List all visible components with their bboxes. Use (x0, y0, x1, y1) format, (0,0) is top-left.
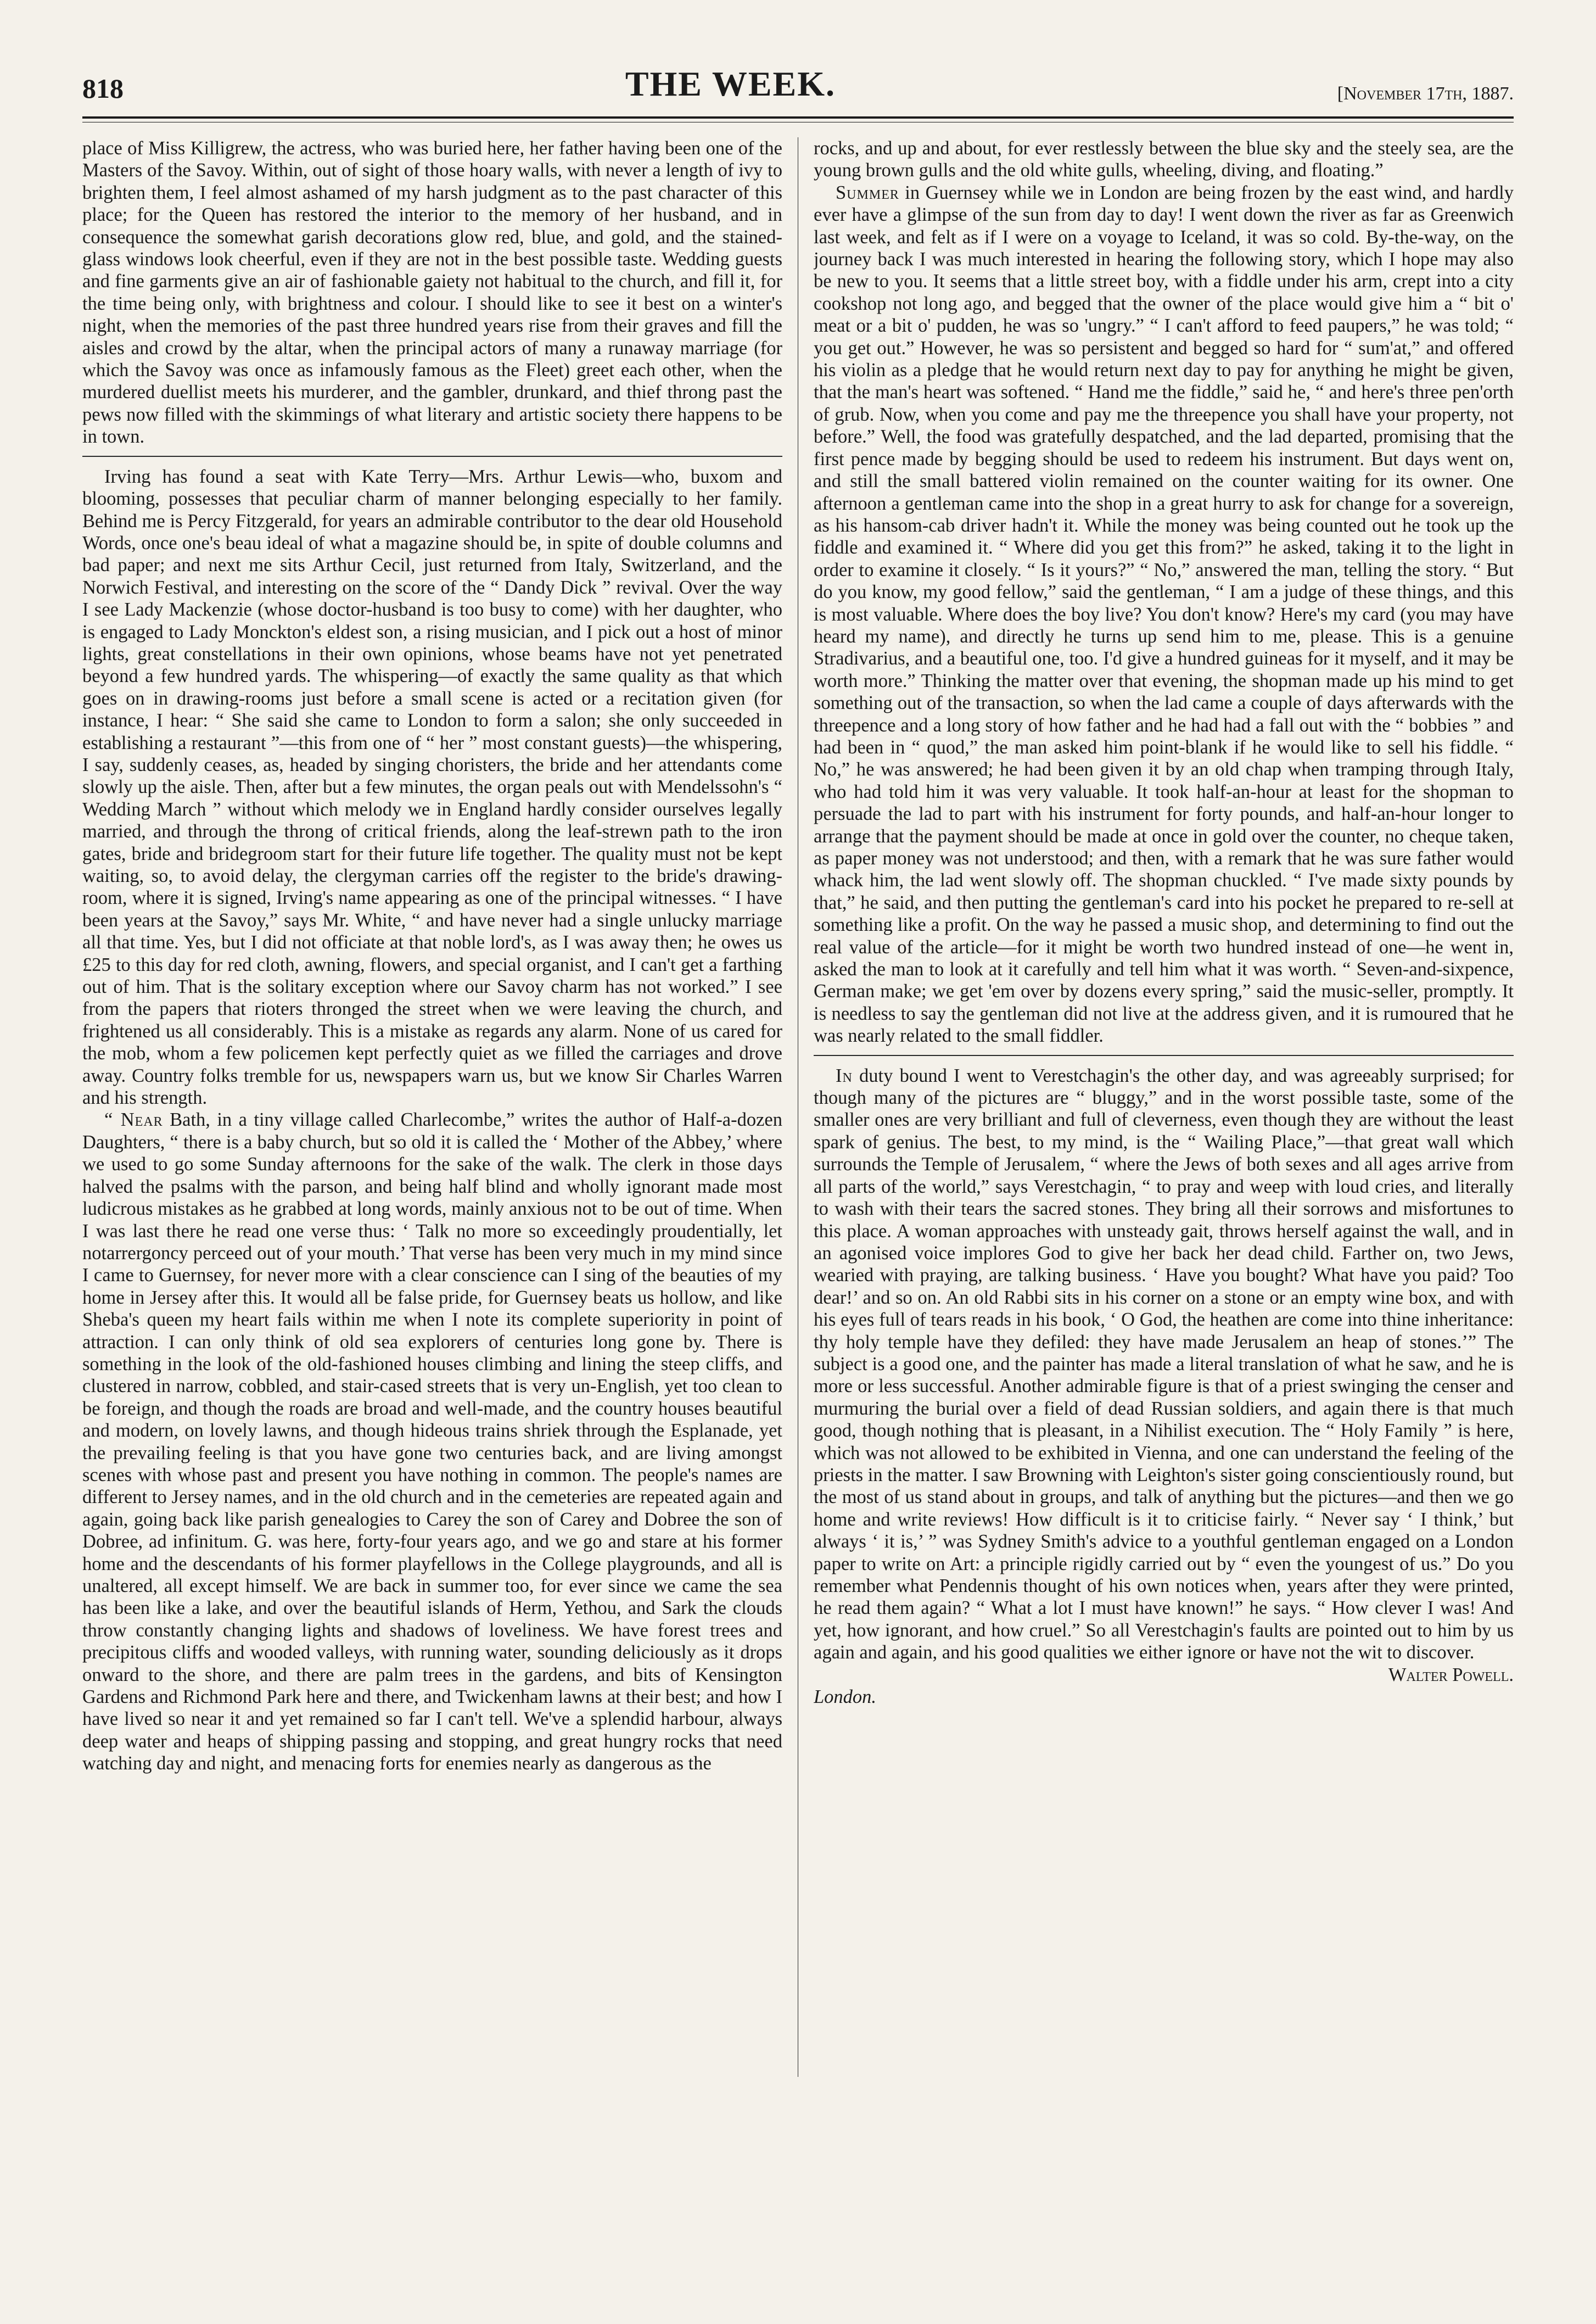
author-signature: Walter Powell. (1388, 1664, 1514, 1685)
article-paragraph: rocks, and up and about, for ever restlessly between the blue sky and the steely sea, are the young brown gulls and the old white gulls, wheeling, diving, and floating.” (814, 138, 1514, 181)
section-separator (82, 456, 782, 457)
left-column (82, 137, 782, 2214)
article-paragraph (814, 182, 1514, 1047)
paragraph-text: in Guernsey while we in London are being frozen by the east wind, and hardly ever have a glimpse of the sun from day to day! I went down the river as far as Greenwich last week, and felt as if I were on a voyage to Iceland, it was so cold. By-the-way, on the journey back I was much interested in hearing the following story, which I hope may also be new to you. It seems that a little street boy, with a fiddle under his arm, crept into a city cookshop not long ago, and begged that the owner of the place would give him a “ bit o' meat or a bit o' pudden, he was so 'ungry.” “ I can't afford to feed paupers,” he was told; “ you get out.” However, he was so persistent and begged so hard for “ sum'at,” and offered his violin as a pledge that he would return next day to pay for anything he might be given, that the man's heart was softened. “ Hand me the fiddle,” said he, “ and here's three pen'orth of grub. Now, when you come and pay me the threepence you shall have your property, not before.” Well, the food was gratefully despatched, and the lad departed, promising that the first pence made by begging should be used to redeem his instrument. But days went on, and still the small battered violin remained on the counter waiting for its owner. One afternoon a gentleman came into the shop in a great hurry to ask for change for a sovereign, as his hansom-cab driver hadn't it. While the money was being counted out he took up the fiddle and examined it. “ Where did you get this from?” he asked, taking it to the light in order to examine it closely. “ Is it yours?” “ No,” answered the man, telling the story. “ But do you know, my good fellow,” said the gentleman, “ I am a judge of these things, and this is most valuable. Where does the boy live? You don't know? Here's my card (you may have heard my name), and directly he turns up send him to me, please. This is a genuine Stradivarius, and a beautiful one, too. I'd give a hundred guineas for it myself, and it may be worth more.” Thinking the matter over that evening, the shopman made up his mind to get something out of the transaction, so when the lad came a couple of days afterwards with the threepence and a long story of how father and he had had a fall out with the “ bobbies ” and had been in “ quod,” the man asked him point-blank if he would like to sell his fiddle. “ No,” he was answered; he had been given it by an old chap when tramping through Italy, who had told him it was very valuable. It took half-an-hour at least for the shopman to persuade the lad to part with his instrument for forty pounds, and half-an-hour longer to arrange that the payment should be made at once in gold over the counter, no cheque taken, as paper money was not understood; and then, with a remark that he was sure father would whack him, the lad went slowly off. The shopman chuckled. “ I've made sixty pounds by that,” he said, and then putting the gentleman's card into his pocket he prepared to re-sell at something like a profit. On the way he passed a music shop, and determining to find out the real value of the article—for it might be worth two hundred instead of one—he went in, asked the man to look at it carefully and tell him what it was worth. “ Seven-and-sixpence, German make; we get 'em over by dozens every spring,” said the music-seller, promptly. It is needless to say the gentleman did not live at the address given, and it is rumoured that he was nearly related to the small fiddler. (814, 182, 1514, 1047)
paragraph-lead-word: In (836, 1065, 853, 1086)
paragraph-text: duty bound I went to Verestchagin's the other day, and was agreeably surprised; for though many of the pictures are “ bluggy,” and in the worst possible taste, some of the smaller ones are very brilliant and full of cleverness, even though they are without the least spark of genius. The best, to my mind, is the “ Wailing Place,”—that great wall which surrounds the Temple of Jerusalem, “ where the Jews of both sexes and all ages arrive from all parts of the world,” says Verestchagin, “ to pray and weep with loud cries, and literally to wash with their tears the sacred stones. They bring all their sorrows and misfortunes to this place. A woman approaches with unsteady gait, throws herself against the wall, and in an agonised voice implores God to give her back her dead child. Farther on, two Jews, wearied with praying, are talking business. ‘ Have you bought? What have you paid? Too dear!’ and so on. An old Rabbi sits in his corner on a stone or an empty wine box, and with his eyes full of tears reads in his book, ‘ O God, the heathen are come into thine inheritance: thy holy temple have they defiled: they have made Jerusalem an heap of stones.’” The subject is a good one, and the painter has made a literal translation of what he saw, and he is more or less successful. Another admirable figure is that of a priest swinging the censer and murmuring the burial over a field of dead Russian soldiers, and again there is that much good, though nothing that is pleasant, in a Nihilist execution. The “ Holy Family ” is here, which was not allowed to be exhibited in Vienna, and one can understand the feeling of the priests in the matter. I saw Browning with Leighton's sister going conscientiously round, but the most of us stand about in groups, and talk of anything but the pictures—and then we go home and write reviews! How difficult is it to criticise fairly. “ Never say ‘ I think,’ but always ‘ it is,’ ” was Sydney Smith's advice to a youthful gentleman engaged on a London paper to write on Art: a principle rigidly carried out by “ even the youngest of us.” Do you remember what Pendennis thought of his own notices when, years after they were printed, he read them again? “ What a lot I must have known!” he says. “ How clever I was! And yet, how ignorant, and how cruel.” So all Verestchagin's faults are pointed out to him by us again and again, and his good qualities we either ignore or have not the wit to discover. (814, 1065, 1514, 1663)
section-separator (814, 1055, 1514, 1056)
article-paragraph: place of Miss Killigrew, the actress, who was buried here, her father having been one of the Masters of the Savoy. Within, out of sight of those hoary walls, with never a length of ivy to brighten them, I feel almost ashamed of my harsh judgment as to the past character of this place; for the Queen has restored the interior to the memory of her husband, and in consequence the somewhat garish decorations glow red, blue, and gold, and the stained-glass windows look cheerful, even if they are not in the best possible taste. Wedding guests and fine garments give an air of fashionable gaiety not habitual to the church, and fill it, for the time being only, with brightness and colour. I should like to see it best on a winter's night, when the memories of the past three hundred years rise from their graves and fill the aisles and crowd by the altar, when the principal actors of many a runaway marriage (for which the Savoy was once as infamously famous as the Fleet) greet each other, when the murdered duellist meets his murderer, and the gambler, drunkard, and thief throng past the pews now filled with the skimmings of what literary and artistic society there happens to be in town. (82, 138, 782, 448)
paragraph-lead-word: “ Near (104, 1109, 163, 1131)
article-paragraph (82, 1109, 782, 1774)
header-rule-thick (82, 116, 1514, 119)
right-column (814, 137, 1514, 2214)
masthead-title: THE WEEK. (625, 64, 836, 103)
paragraph-text: Bath, in a tiny village called Charlecombe,” writes the author of Half-a-dozen Daughters, “ there is a baby church, but so old it is called the ‘ Mother of the Abbey,’ where we used to go some Sunday afternoons for the sake of the walk. The clerk in those days halved the psalms with the parson, and being half blind and wholly ignorant made most ludicrous mistakes as he grabbed at long words, mainly anxious not to be out of time. When I was last there he read one verse thus: ‘ Talk no more so exceedingly proudentially, let notarrergoncy perceed out of your mouth.’ That verse has been very much in my mind since I came to Guernsey, for never more with a clear conscience can I sing of the beauties of my home in Jersey after this. It would all be false pride, for Guernsey beats us hollow, and like Sheba's queen my heart fails within me when I note its complete superiority in point of attraction. I can only think of old sea explorers of centuries long gone by. There is something in the look of the old-fashioned houses climbing and lining the steep cliffs, and clustered in narrow, cobbled, and stair-cased streets that is very un-English, yet too clean to be foreign, and though the roads are broad and well-made, and the country houses beautiful and modern, on lovely lawns, and though hideous trains shriek through the Esplanade, yet the prevailing feeling is that you have gone two centuries back, and are living amongst scenes with whose past and present you have nothing in common. The people's names are different to Jersey names, and in the old church and in the cemeteries are repeated again and again, going back like parish genealogies to Carey the son of Carey and Dobree the son of Dobree, ad infinitum. G. was here, forty-four years ago, and we go and stare at his former home and the descendants of his former playfellows in the College playgrounds, and all is unaltered, all except himself. We are back in summer too, for ever since we came the sea has been like a lake, and over the beautiful islands of Herm, Yethou, and Sark the clouds throw constantly changing lights and shadows of loveliness. We have forest trees and precipitous cliffs and wooded valleys, with running water, sounding deliciously as it drops onward to the shore, and there are palm trees in the gardens, and bits of Kensington Gardens and Richmond Park here and there, and Twickenham lawns at their best; and how I have lived so near it and yet remained so far I can't tell. We've a splendid harbour, always deep water and heaps of shipping passing and stopping, and great hungry rocks that need watching day and night, and menacing forts for enemies nearly as dangerous as the (82, 1109, 782, 1774)
dateline-place: London. (814, 1686, 877, 1708)
page-number: 818 (82, 73, 124, 104)
article-paragraph: Irving has found a seat with Kate Terry—Mrs. Arthur Lewis—who, buxom and blooming, possesses that peculiar charm of manner belonging especially to her family. Behind me is Percy Fitzgerald, for years an admirable contributor to the dear old Household Words, once one's beau ideal of what a magazine should be, in spite of double columns and bad paper; and next me sits Arthur Cecil, just returned from Italy, Switzerland, and the Norwich Festival, and interesting on the score of the “ Dandy Dick ” revival. Over the way I see Lady Mackenzie (whose doctor-husband is too busy to come) with her daughter, who is engaged to Lady Monckton's eldest son, a rising musician, and I pick out a host of minor lights, great constellations in their own opinions, whose beams have not yet penetrated beyond a few hundred yards. The whispering—of exactly the same quality as that which goes on in drawing-rooms just before a small scene is acted or a recitation given (for instance, I hear: “ She said she came to London to form a salon; she only succeeded in establishing a restaurant ”—this from one of “ her ” most constant guests)—the whispering, I say, suddenly ceases, as, headed by singing choristers, the bride and her attendants come slowly up the aisle. Then, after but a few minutes, the organ peals out with Mendelssohn's “ Wedding March ” without which melody we in England hardly consider ourselves legally married, and through the throng of critical friends, along the leaf-strewn path to the iron gates, bride and bridegroom start for their future life together. The quality must not be kept waiting, so, to avoid delay, the clergyman carries off the register to the bride's drawing-room, where it is signed, Irving's name appearing as one of the principal witnesses. “ I have been years at the Savoy,” says Mr. White, “ and have never had a single unlucky marriage all that time. Yes, but I did not officiate at that noble lord's, as I was away then; he owes us £25 to this day for red cloth, awning, flowers, and special organist, and I can't get a farthing out of him. That is the solitary exception where our Savoy charm has not worked.” I see from the papers that rioters thronged the street when we were leaving the church, and frightened us all considerably. This is a mistake as regards any alarm. None of us cared for the mob, whom a few policemen kept perfectly quiet as we filled the carriages and drove away. Country folks tremble for us, newspapers warn us, but we know Sir Charles Warren and his strength. (82, 466, 782, 1109)
paragraph-lead-word: Summer (836, 182, 899, 203)
page-header (82, 60, 1514, 104)
body-columns (82, 137, 1514, 2214)
article-paragraph (814, 1065, 1514, 1664)
issue-date: [November 17th, 1887. (1337, 83, 1514, 104)
